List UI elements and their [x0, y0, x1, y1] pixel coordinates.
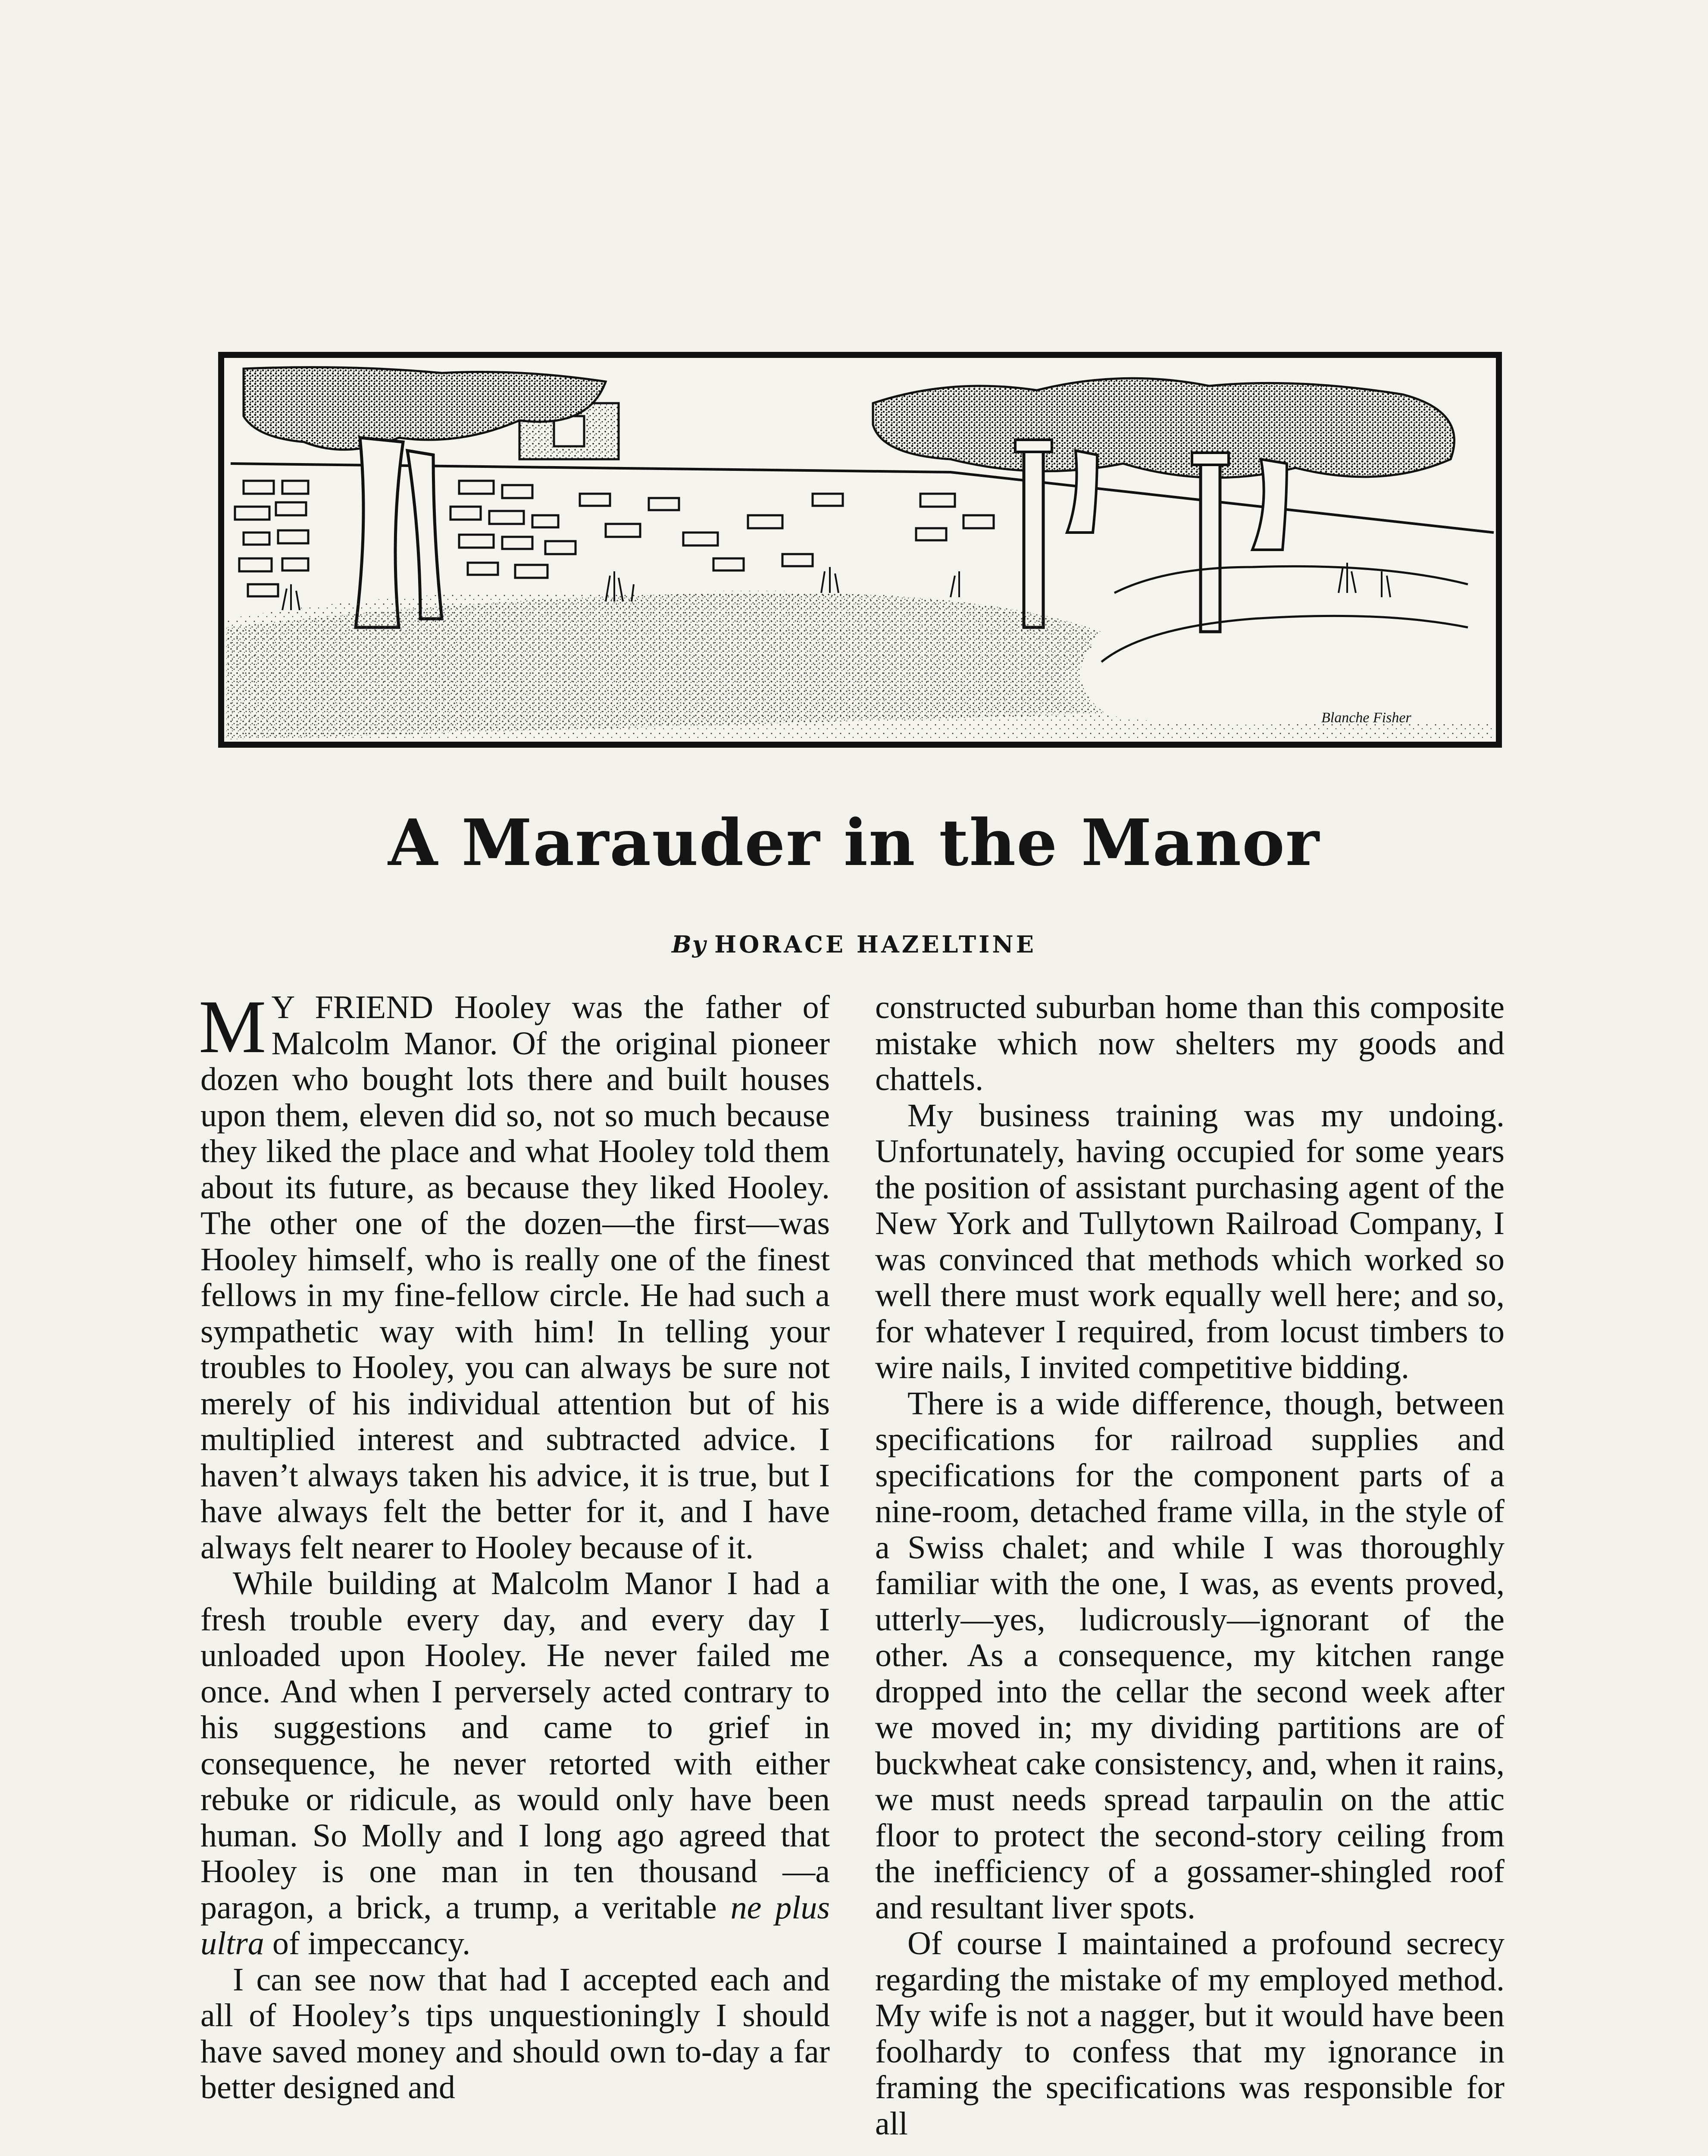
author-name: HORACE HAZELTINE [714, 931, 1036, 958]
latin-phrase: ne plus ultra [200, 1889, 830, 1962]
left-column [199, 985, 830, 2106]
paragraph-2: While building at Malcolm Manor I had a fresh trouble every day, and every day I unloaded upon Hooley. He never failed me once. And when I perversely acted contrary to his suggestions and came to grief in consequence, he never retorted with either rebuke or ridicule, as would only have been human. So Molly and I long ago agreed that Hooley is one man in ten thousand —a paragon, a brick, a trump, a veritable ne plus ultra of impeccancy. [200, 1565, 830, 1962]
paragraph-5: There is a wide difference, though, between specifications for railroad supplies and specifications for the component parts of a nine-room, detached frame villa, in the style of a Swiss chalet; and while I was thoroughly familiar with the one, I was, as events proved, utterly—yes, ludicrously—ignorant of the other. As a consequence, my kitchen range dropped into the cellar the second week after we moved in; my dividing partitions are of buckwheat cake consistency, and, when it rains, we must needs spread tarpaulin on the attic floor to protect the second-story ceiling from the inefficiency of a gossamer-shingled roof and resultant liver spots. [875, 1385, 1505, 1926]
paragraph-1-text: Y FRIEND Hooley was the father of Malcolm Manor. Of the original pioneer dozen who bought lots there and built houses upon them, eleven did so, not so much because they liked the place and what Hooley told them about its future, as because they liked Hooley. The other one of the dozen—the first—was Hooley himself, who is really one of the finest fellows in my fine-fellow circle. He had such a sympathetic way with him! In telling your troubles to Hooley, you can always be sure not merely of his individual attention but of his multiplied interest and subtracted advice. I haven’t always taken his advice, it is true, but I have always felt the better for it, and I have always felt nearer to Hooley because of it. [200, 989, 830, 1566]
byline [0, 931, 1708, 958]
illustration-signature: Blanche Fisher [1321, 710, 1411, 726]
article-title: A Marauder in the Manor [388, 805, 1320, 880]
right-column [875, 990, 1505, 2142]
drop-cap: M [199, 985, 266, 1069]
paragraph-continued: constructed suburban home than this composite mistake which now shelters my goods and chattels. [875, 989, 1505, 1097]
paragraph-4: My business training was my undoing. Unfortunately, having occupied for some years the position of assistant purchasing agent of the New York and Tullytown Railroad Company, I was convinced that methods which worked so well there must work equally well here; and so, for whatever I required, from locust timbers to wire nails, I invited competitive bidding. [875, 1097, 1505, 1385]
byline-prefix: By [672, 931, 707, 958]
paragraph-1 [199, 985, 830, 1566]
paragraph-6: Of course I maintained a profound secrecy regarding the mistake of my employed method. My wife is not a nagger, but it would have been foolhardy to confess that my ignorance in framing the specifications was responsible for all [875, 1925, 1505, 2142]
landscape-illustration [218, 351, 1502, 748]
paragraph-3: I can see now that had I accepted each and all of Hooley’s tips unquestioningly I should have saved money and should own to-day a far better designed and [200, 1961, 830, 2106]
